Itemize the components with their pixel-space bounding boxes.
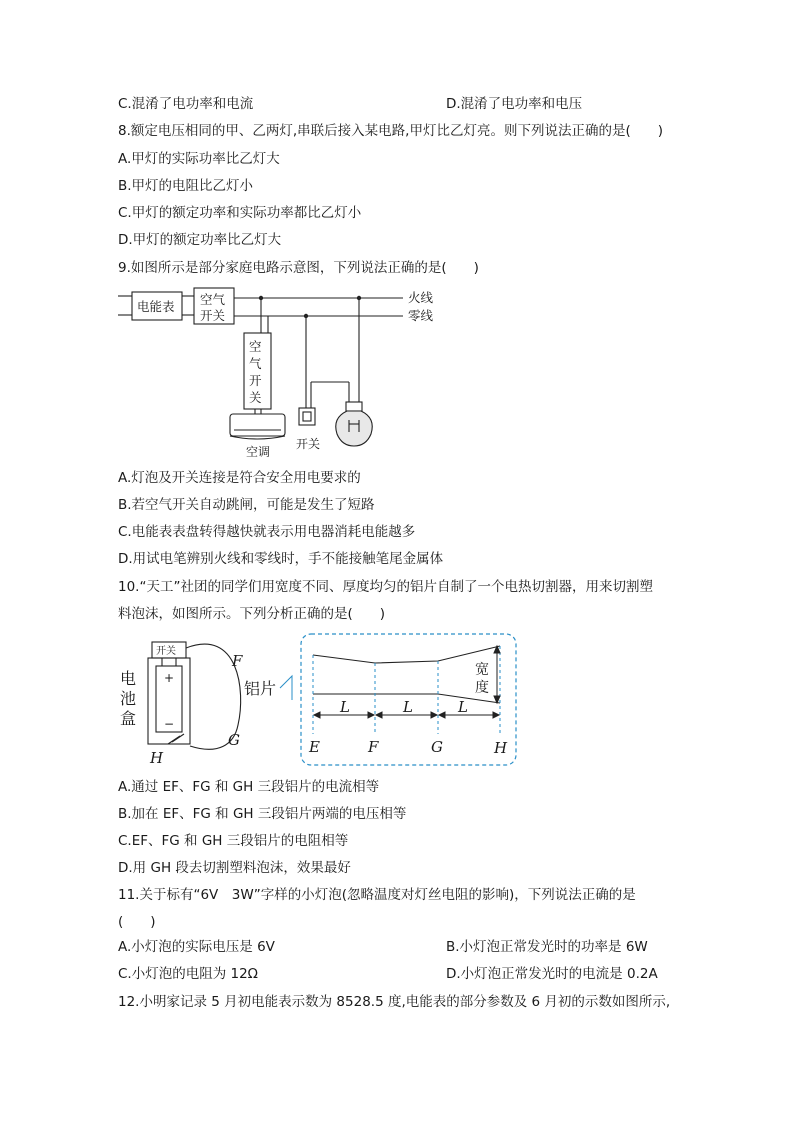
q10-cutter-figure (118, 630, 518, 770)
point-g-label: G (431, 738, 443, 756)
point-h-label-left: H (150, 749, 164, 767)
q9-circuit-figure (118, 284, 448, 460)
battery-box-char-3: 盒 (120, 709, 137, 728)
ac-breaker-char-1: 空 (249, 339, 262, 354)
q12-stem: 12.小明家记录 5 月初电能表示数为 8528.5 度,电能表的部分参数及 6 月初的示数如图所示, (118, 994, 671, 1010)
minus-sign: − (164, 717, 175, 731)
foil-top-edge (313, 646, 500, 663)
switch-label: 开关 (296, 437, 321, 451)
live-wire-label: 火线 (408, 290, 434, 305)
q9-option-a: A.灯泡及开关连接是符合安全用电要求的 (118, 470, 361, 486)
q8-option-b: B.甲灯的电阻比乙灯小 (118, 178, 254, 194)
width-label-char-1: 宽 (475, 662, 489, 678)
point-f-label: F (368, 738, 379, 756)
q11-option-a: A.小灯泡的实际电压是 6V (118, 939, 275, 955)
q7-option-d: D.混淆了电功率和电压 (446, 96, 583, 112)
main-breaker-label-top: 空气 (200, 292, 226, 307)
q10-option-a: A.通过 EF、FG 和 GH 三段铝片的电流相等 (118, 779, 380, 795)
q10-option-d: D.用 GH 段去切割塑料泡沫，效果最好 (118, 860, 351, 876)
q8-option-c: C.甲灯的额定功率和实际功率都比乙灯小 (118, 205, 362, 221)
q8-option-d: D.甲灯的额定功率比乙灯大 (118, 232, 282, 248)
ac-breaker-char-3: 开 (249, 373, 262, 388)
battery-box-char-1: 电 (120, 669, 137, 688)
plus-sign: + (164, 671, 175, 685)
q10-option-b: B.加在 EF、FG 和 GH 三段铝片两端的电压相等 (118, 806, 407, 822)
point-h-label: H (494, 739, 508, 757)
q9-option-b: B.若空气开关自动跳闸，可能是发生了短路 (118, 497, 375, 513)
foil-label: 铝片 (244, 679, 277, 698)
point-g-label-left: G (228, 731, 240, 749)
q11-stem-line-2: ( ) (118, 914, 156, 930)
width-label-char-2: 度 (475, 680, 489, 696)
segment-gh-length: L (458, 698, 468, 716)
q9-option-c: C.电能表表盘转得越快就表示用电器消耗电能越多 (118, 524, 416, 540)
neutral-wire-label: 零线 (408, 308, 434, 323)
ac-unit (230, 414, 285, 436)
ac-breaker-char-2: 气 (249, 356, 262, 371)
q11-option-d: D.小灯泡正常发光时的电流是 0.2A (446, 966, 658, 982)
point-f-label-left: F (232, 652, 243, 670)
q11-option-b: B.小灯泡正常发光时的功率是 6W (446, 939, 648, 955)
battery-switch-label: 开关 (156, 646, 176, 657)
q8-option-a: A.甲灯的实际功率比乙灯大 (118, 151, 280, 167)
segment-ef-length: L (340, 698, 350, 716)
q9-option-d: D.用试电笔辨别火线和零线时，手不能接触笔尾金属体 (118, 551, 444, 567)
q10-stem-line-2: 料泡沫，如图所示。下列分析正确的是( ) (118, 606, 386, 622)
q8-stem: 8.额定电压相同的甲、乙两灯,串联后接入某电路,甲灯比乙灯亮。则下列说法正确的是( ) (118, 123, 663, 139)
wall-switch-box (299, 408, 315, 425)
segment-fg-length: L (403, 698, 413, 716)
meter-label: 电能表 (137, 299, 175, 314)
bulb (336, 411, 373, 446)
q11-stem-line-1: 11.关于标有“6V 3W”字样的小灯泡(忽略温度对灯丝电阻的影响)，下列说法正确的是 (118, 887, 636, 903)
q11-option-c: C.小灯泡的电阻为 12Ω (118, 966, 259, 982)
battery-box-char-2: 池 (120, 689, 137, 708)
q7-option-c: C.混淆了电功率和电流 (118, 96, 254, 112)
ac-label: 空调 (246, 445, 271, 459)
ac-breaker-char-4: 关 (249, 390, 262, 405)
q9-stem: 9.如图所示是部分家庭电路示意图，下列说法正确的是( ) (118, 260, 479, 276)
point-e-label: E (309, 738, 320, 756)
q10-stem-line-1: 10.“天工”社团的同学们用宽度不同、厚度均匀的铝片自制了一个电热切割器，用来切割塑 (118, 579, 653, 595)
main-breaker-label-bottom: 开关 (200, 308, 226, 323)
q10-option-c: C.EF、FG 和 GH 三段铝片的电阻相等 (118, 833, 349, 849)
